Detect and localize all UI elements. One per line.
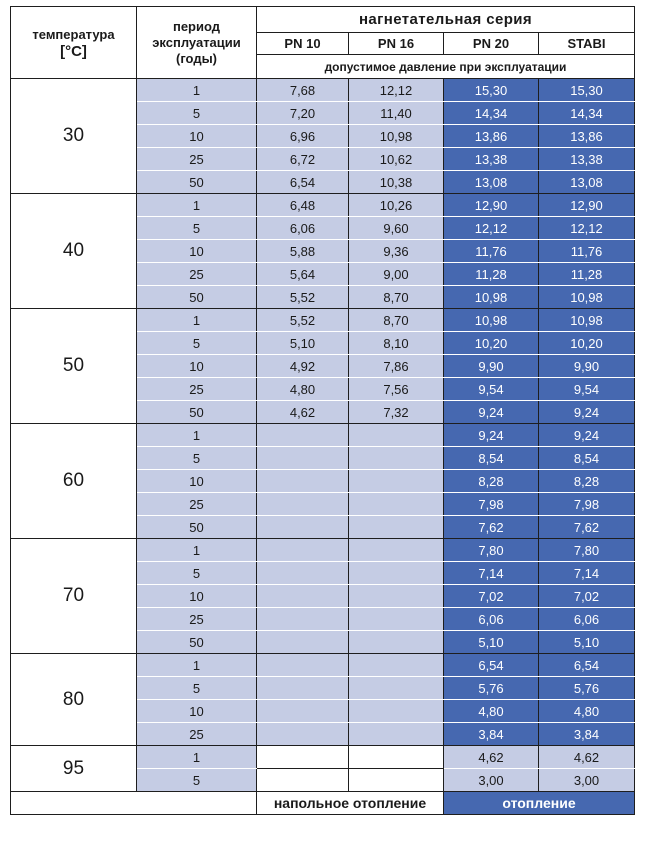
table-row	[11, 194, 635, 217]
period-cell: 25	[137, 263, 257, 286]
pn16-cell: 9,36	[349, 240, 444, 263]
pn16-cell: 10,38	[349, 171, 444, 194]
pn20-cell: 7,02	[444, 585, 539, 608]
pn10-cell: 5,64	[257, 263, 349, 286]
stabi-cell: 6,06	[539, 608, 635, 631]
pn16-cell: 10,62	[349, 148, 444, 171]
pn20-cell: 13,38	[444, 148, 539, 171]
pn16-cell	[349, 700, 444, 723]
pn16-cell: 8,70	[349, 286, 444, 309]
period-cell: 1	[137, 424, 257, 447]
pn10-cell	[257, 539, 349, 562]
pn16-cell	[349, 585, 444, 608]
pn20-cell: 4,80	[444, 700, 539, 723]
stabi-cell: 11,28	[539, 263, 635, 286]
pn20-cell: 12,12	[444, 217, 539, 240]
stabi-cell: 7,02	[539, 585, 635, 608]
temperature-cell: 95	[11, 746, 137, 792]
pn16-cell	[349, 608, 444, 631]
pn20-cell: 9,54	[444, 378, 539, 401]
period-cell: 1	[137, 539, 257, 562]
stabi-cell: 13,38	[539, 148, 635, 171]
column-header-pn20: PN 20	[444, 33, 539, 55]
pn10-cell	[257, 447, 349, 470]
period-cell: 5	[137, 677, 257, 700]
pn16-cell: 7,86	[349, 355, 444, 378]
pn10-cell	[257, 493, 349, 516]
temperature-cell: 70	[11, 539, 137, 654]
pn16-cell: 9,60	[349, 217, 444, 240]
pn16-cell	[349, 562, 444, 585]
stabi-cell: 9,24	[539, 424, 635, 447]
stabi-cell: 13,86	[539, 125, 635, 148]
pn20-cell: 13,86	[444, 125, 539, 148]
pn20-cell: 12,90	[444, 194, 539, 217]
temperature-header-label: температура	[32, 26, 115, 42]
pn16-cell: 7,32	[349, 401, 444, 424]
stabi-cell: 14,34	[539, 102, 635, 125]
pn10-cell: 7,20	[257, 102, 349, 125]
table-header	[11, 7, 635, 79]
period-cell: 25	[137, 378, 257, 401]
pn16-cell	[349, 424, 444, 447]
stabi-cell: 10,98	[539, 309, 635, 332]
pn16-cell	[349, 493, 444, 516]
pn16-cell: 10,98	[349, 125, 444, 148]
stabi-cell: 13,08	[539, 171, 635, 194]
temperature-cell: 40	[11, 194, 137, 309]
table-row	[11, 539, 635, 562]
period-cell: 10	[137, 240, 257, 263]
pn20-cell: 7,98	[444, 493, 539, 516]
pn10-cell	[257, 746, 349, 769]
stabi-cell: 9,90	[539, 355, 635, 378]
pn16-cell	[349, 516, 444, 539]
pn10-cell: 5,52	[257, 286, 349, 309]
footer-spacer	[11, 792, 257, 815]
pn20-cell: 5,76	[444, 677, 539, 700]
pn16-cell: 10,26	[349, 194, 444, 217]
series-header: нагнетательная серия	[257, 7, 635, 33]
period-cell: 10	[137, 700, 257, 723]
pn20-cell: 10,98	[444, 286, 539, 309]
pn10-cell: 6,06	[257, 217, 349, 240]
pn10-cell	[257, 677, 349, 700]
pn20-cell: 9,90	[444, 355, 539, 378]
table-row	[11, 654, 635, 677]
pn10-cell	[257, 585, 349, 608]
pn20-cell: 3,00	[444, 769, 539, 792]
pn16-cell	[349, 654, 444, 677]
column-header-pn10: PN 10	[257, 33, 349, 55]
pn16-cell	[349, 447, 444, 470]
period-cell: 10	[137, 125, 257, 148]
pn10-cell	[257, 562, 349, 585]
pn20-cell: 6,54	[444, 654, 539, 677]
pn16-cell: 8,10	[349, 332, 444, 355]
pn16-cell: 7,56	[349, 378, 444, 401]
pn16-cell: 11,40	[349, 102, 444, 125]
temperature-cell: 60	[11, 424, 137, 539]
stabi-cell: 15,30	[539, 79, 635, 102]
temperature-cell: 30	[11, 79, 137, 194]
temperature-cell: 50	[11, 309, 137, 424]
period-cell: 5	[137, 769, 257, 792]
period-cell: 50	[137, 516, 257, 539]
pn10-cell: 7,68	[257, 79, 349, 102]
pn10-cell: 4,62	[257, 401, 349, 424]
pn10-cell	[257, 516, 349, 539]
temperature-header	[11, 7, 137, 79]
pn10-cell: 4,80	[257, 378, 349, 401]
stabi-cell: 8,54	[539, 447, 635, 470]
period-cell: 1	[137, 746, 257, 769]
pn10-cell	[257, 769, 349, 792]
period-cell: 5	[137, 562, 257, 585]
stabi-cell: 8,28	[539, 470, 635, 493]
stabi-cell: 10,20	[539, 332, 635, 355]
pn16-cell	[349, 746, 444, 769]
pn10-cell	[257, 700, 349, 723]
pn16-cell: 9,00	[349, 263, 444, 286]
pn16-cell: 12,12	[349, 79, 444, 102]
pn20-cell: 9,24	[444, 424, 539, 447]
stabi-cell: 9,54	[539, 378, 635, 401]
stabi-cell: 5,76	[539, 677, 635, 700]
stabi-cell: 10,98	[539, 286, 635, 309]
pn20-cell: 11,76	[444, 240, 539, 263]
pn10-cell	[257, 723, 349, 746]
pn10-cell	[257, 631, 349, 654]
pn20-cell: 6,06	[444, 608, 539, 631]
stabi-cell: 7,14	[539, 562, 635, 585]
stabi-cell: 3,84	[539, 723, 635, 746]
period-cell: 50	[137, 631, 257, 654]
period-cell: 25	[137, 608, 257, 631]
table-row	[11, 746, 635, 769]
pn20-cell: 7,80	[444, 539, 539, 562]
stabi-cell: 11,76	[539, 240, 635, 263]
pn20-cell: 10,20	[444, 332, 539, 355]
column-header-pn16: PN 16	[349, 33, 444, 55]
stabi-cell: 9,24	[539, 401, 635, 424]
period-cell: 1	[137, 309, 257, 332]
period-cell: 50	[137, 401, 257, 424]
pn10-cell: 6,72	[257, 148, 349, 171]
pn20-cell: 11,28	[444, 263, 539, 286]
pn10-cell	[257, 424, 349, 447]
pn20-cell: 14,34	[444, 102, 539, 125]
pn16-cell	[349, 723, 444, 746]
stabi-cell: 5,10	[539, 631, 635, 654]
pn20-cell: 8,54	[444, 447, 539, 470]
pressure-table	[10, 6, 635, 815]
period-cell: 50	[137, 286, 257, 309]
stabi-cell: 7,62	[539, 516, 635, 539]
stabi-cell: 7,98	[539, 493, 635, 516]
temperature-cell: 80	[11, 654, 137, 746]
column-header-stabi: STABI	[539, 33, 635, 55]
table-row	[11, 309, 635, 332]
stabi-cell: 4,62	[539, 746, 635, 769]
table-body	[11, 79, 635, 792]
pn16-cell	[349, 631, 444, 654]
period-header: период эксплуатации (годы)	[137, 7, 257, 79]
pn20-cell: 8,28	[444, 470, 539, 493]
floor-heating-label: напольное отопление	[257, 792, 444, 815]
pn10-cell	[257, 654, 349, 677]
pn10-cell	[257, 608, 349, 631]
pn16-cell: 8,70	[349, 309, 444, 332]
pn16-cell	[349, 470, 444, 493]
pn20-cell: 10,98	[444, 309, 539, 332]
period-cell: 5	[137, 102, 257, 125]
pn16-cell	[349, 769, 444, 792]
period-cell: 5	[137, 332, 257, 355]
stabi-cell: 12,12	[539, 217, 635, 240]
period-cell: 1	[137, 79, 257, 102]
period-cell: 5	[137, 447, 257, 470]
stabi-cell: 7,80	[539, 539, 635, 562]
pn10-cell: 5,10	[257, 332, 349, 355]
period-cell: 1	[137, 654, 257, 677]
permissible-pressure-header: допустимое давление при эксплуатации	[257, 55, 635, 79]
pn20-cell: 9,24	[444, 401, 539, 424]
period-cell: 25	[137, 148, 257, 171]
pn20-cell: 7,14	[444, 562, 539, 585]
pn10-cell: 5,88	[257, 240, 349, 263]
stabi-cell: 6,54	[539, 654, 635, 677]
pn10-cell: 6,54	[257, 171, 349, 194]
pn20-cell: 3,84	[444, 723, 539, 746]
stabi-cell: 12,90	[539, 194, 635, 217]
temperature-unit: [°C]	[60, 42, 87, 60]
stabi-cell: 4,80	[539, 700, 635, 723]
pn10-cell: 6,48	[257, 194, 349, 217]
period-cell: 10	[137, 470, 257, 493]
table-row	[11, 79, 635, 102]
pn10-cell	[257, 470, 349, 493]
period-cell: 10	[137, 585, 257, 608]
period-cell: 1	[137, 194, 257, 217]
pn20-cell: 7,62	[444, 516, 539, 539]
period-cell: 50	[137, 171, 257, 194]
stabi-cell: 3,00	[539, 769, 635, 792]
period-cell: 10	[137, 355, 257, 378]
pn16-cell	[349, 677, 444, 700]
pn10-cell: 5,52	[257, 309, 349, 332]
pressure-table-container	[10, 6, 634, 815]
period-cell: 25	[137, 493, 257, 516]
pn16-cell	[349, 539, 444, 562]
heating-label: отопление	[444, 792, 635, 815]
footer-row	[11, 792, 635, 815]
pn10-cell: 4,92	[257, 355, 349, 378]
pn20-cell: 13,08	[444, 171, 539, 194]
pn10-cell: 6,96	[257, 125, 349, 148]
period-cell: 5	[137, 217, 257, 240]
pn20-cell: 4,62	[444, 746, 539, 769]
period-cell: 25	[137, 723, 257, 746]
pn20-cell: 5,10	[444, 631, 539, 654]
pn20-cell: 15,30	[444, 79, 539, 102]
table-row	[11, 424, 635, 447]
